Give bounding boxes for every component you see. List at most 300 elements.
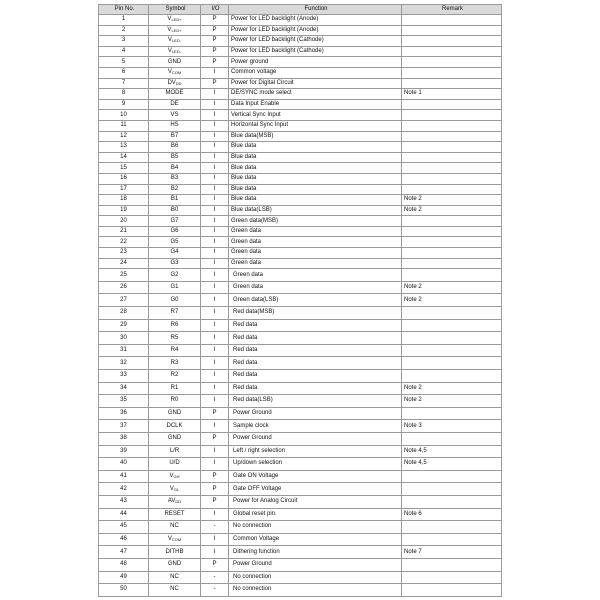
function-cell: DE/SYNC mode select [229,89,402,100]
table-row [99,67,502,78]
remark-cell: Note 1 [402,89,502,100]
pin-number-cell: 46 [99,533,149,546]
function-cell: Common voltage [229,67,402,78]
remark-cell [402,558,502,571]
pin-number-cell: 28 [99,307,149,320]
symbol-cell [149,67,201,78]
symbol-cell [149,99,201,110]
table-row [99,216,502,227]
function-cell: Red data [229,382,402,395]
io-type-cell: P [201,36,229,47]
pin-number-cell: 36 [99,407,149,420]
pin-number-cell: 33 [99,370,149,383]
symbol-text: GND [167,435,182,442]
remark-cell: Note 2 [402,205,502,216]
function-cell: Green data [229,269,402,282]
symbol-text: MODE [165,90,184,97]
remark-cell [402,67,502,78]
io-type-cell: - [201,521,229,534]
table-row [99,163,502,174]
symbol-text: B2 [170,185,179,192]
remark-cell [402,470,502,483]
remark-cell [402,533,502,546]
symbol-text: R3 [170,359,179,366]
function-cell: Blue data [229,142,402,153]
table-row [99,226,502,237]
pin-number-cell: 50 [99,584,149,597]
io-type-cell: P [201,15,229,26]
symbol-cell [149,521,201,534]
function-cell: Power for LED backlight (Anode) [229,25,402,36]
io-type-cell: I [201,458,229,471]
table-row [99,110,502,121]
table-row [99,584,502,597]
function-cell: Power Ground [229,432,402,445]
symbol-cell [149,332,201,345]
io-type-cell: - [201,571,229,584]
table-row [99,319,502,332]
function-cell: Gate ON Voltage [229,470,402,483]
function-cell: Sample clock [229,420,402,433]
table-row [99,533,502,546]
symbol-text: G1 [170,284,179,291]
symbol-text: AV [167,498,176,505]
pin-number-cell: 24 [99,258,149,269]
symbol-cell [149,294,201,307]
function-cell: Global reset pin. [229,508,402,521]
remark-cell: Note 4,5 [402,458,502,471]
pin-number-cell: 31 [99,344,149,357]
io-type-cell: I [201,357,229,370]
function-cell: Common Voltage [229,533,402,546]
symbol-subscript: DD [175,499,182,505]
symbol-cell [149,470,201,483]
table-row [99,458,502,471]
symbol-cell [149,571,201,584]
symbol-cell [149,357,201,370]
table-row [99,357,502,370]
io-type-cell: I [201,131,229,142]
table-row [99,195,502,206]
remark-cell [402,571,502,584]
function-cell: Red data(LSB) [229,395,402,408]
symbol-cell [149,533,201,546]
table-row [99,248,502,259]
header-symbol: Symbol [149,5,201,15]
symbol-text: R2 [170,372,179,379]
table-row [99,483,502,496]
symbol-cell [149,25,201,36]
table-row [99,332,502,345]
io-type-cell: I [201,110,229,121]
function-cell: Data Input Enable [229,99,402,110]
symbol-subscript: LED+ [171,17,182,23]
pin-number-cell: 20 [99,216,149,227]
table-row [99,142,502,153]
function-cell: Green data [229,226,402,237]
table-row [99,571,502,584]
remark-cell [402,120,502,131]
table-row [99,78,502,89]
symbol-subscript: LED- [171,38,182,44]
pin-number-cell: 47 [99,546,149,559]
io-type-cell: I [201,226,229,237]
table-row [99,546,502,559]
symbol-text: DV [167,79,176,86]
pin-number-cell: 7 [99,78,149,89]
symbol-text: B3 [170,175,179,182]
symbol-text: G5 [170,238,179,245]
io-type-cell: I [201,395,229,408]
header-function: Function [229,5,402,15]
symbol-cell [149,458,201,471]
pin-number-cell: 23 [99,248,149,259]
symbol-cell [149,584,201,597]
symbol-text: G7 [170,217,179,224]
table-row [99,258,502,269]
function-cell: Red data(MSB) [229,307,402,320]
symbol-text: V [167,37,172,44]
table-row [99,57,502,68]
symbol-cell [149,546,201,559]
pin-number-cell: 1 [99,15,149,26]
symbol-cell [149,558,201,571]
symbol-cell [149,36,201,47]
pin-number-cell: 38 [99,432,149,445]
pin-number-cell: 4 [99,46,149,57]
symbol-cell [149,344,201,357]
io-type-cell: I [201,319,229,332]
table-row [99,382,502,395]
function-cell: Blue data [229,163,402,174]
symbol-cell [149,131,201,142]
io-type-cell: I [201,307,229,320]
function-cell: No connection [229,571,402,584]
symbol-text: B1 [170,196,179,203]
remark-cell [402,78,502,89]
pin-number-cell: 8 [99,89,149,100]
symbol-cell [149,78,201,89]
remark-cell [402,432,502,445]
pin-number-cell: 40 [99,458,149,471]
table-row [99,407,502,420]
symbol-cell [149,407,201,420]
io-type-cell: P [201,407,229,420]
function-cell: Power for LED backlight (Cathode) [229,36,402,47]
function-cell: Power for Digital Circuit [229,78,402,89]
remark-cell [402,216,502,227]
io-type-cell: I [201,294,229,307]
symbol-cell [149,46,201,57]
pin-number-cell: 22 [99,237,149,248]
symbol-text: G3 [170,259,179,266]
symbol-subscript: LED- [171,49,182,55]
remark-cell [402,110,502,121]
function-cell: Power Ground [229,558,402,571]
table-row [99,395,502,408]
remark-cell [402,357,502,370]
symbol-cell [149,142,201,153]
function-cell: Blue data [229,173,402,184]
pin-number-cell: 29 [99,319,149,332]
table-row [99,508,502,521]
symbol-text: B5 [170,154,179,161]
table-row [99,120,502,131]
remark-cell [402,495,502,508]
pin-number-cell: 18 [99,195,149,206]
table-header [99,5,502,15]
io-type-cell: I [201,344,229,357]
io-type-cell: I [201,533,229,546]
symbol-text: V [169,485,174,492]
function-cell: No connection [229,521,402,534]
symbol-subscript: COM [171,70,182,76]
pin-number-cell: 42 [99,483,149,496]
symbol-text: VS [170,111,179,118]
symbol-text: U/D [169,460,180,467]
pin-number-cell: 6 [99,67,149,78]
symbol-cell [149,184,201,195]
symbol-text: V [167,16,172,23]
symbol-cell [149,319,201,332]
function-cell: Blue data(MSB) [229,131,402,142]
symbol-subscript: GH [173,474,180,480]
symbol-cell [149,269,201,282]
remark-cell [402,521,502,534]
symbol-text: V [167,26,172,33]
symbol-cell [149,307,201,320]
table-row [99,99,502,110]
pin-number-cell: 37 [99,420,149,433]
symbol-cell [149,15,201,26]
pin-number-cell: 27 [99,294,149,307]
pin-number-cell: 12 [99,131,149,142]
function-cell: Power Ground [229,407,402,420]
pin-number-cell: 5 [99,57,149,68]
symbol-cell [149,432,201,445]
io-type-cell: P [201,470,229,483]
function-cell: Red data [229,357,402,370]
remark-cell [402,407,502,420]
remark-cell [402,584,502,597]
function-cell: Power for LED backlight (Cathode) [229,46,402,57]
pin-assignment-table [98,4,502,597]
remark-cell [402,344,502,357]
symbol-cell [149,205,201,216]
function-cell: Power for LED backlight (Anode) [229,15,402,26]
symbol-text: NC [170,523,179,530]
io-type-cell: P [201,558,229,571]
header-remark: Remark [402,5,502,15]
io-type-cell: I [201,120,229,131]
table-row [99,131,502,142]
symbol-text: GND [167,410,182,417]
pin-number-cell: 34 [99,382,149,395]
function-cell: Horizontal Sync Input [229,120,402,131]
symbol-text: L/R [169,447,180,454]
pin-number-cell: 15 [99,163,149,174]
symbol-cell [149,57,201,68]
symbol-text: B6 [170,143,179,150]
remark-cell [402,46,502,57]
header-io: I/O [201,5,229,15]
symbol-cell [149,195,201,206]
function-cell: Red data [229,319,402,332]
remark-cell [402,15,502,26]
remark-cell [402,483,502,496]
remark-cell [402,319,502,332]
table-row [99,281,502,294]
remark-cell [402,173,502,184]
symbol-cell [149,89,201,100]
io-type-cell: I [201,163,229,174]
symbol-text: DITHB [165,548,184,555]
io-type-cell: I [201,420,229,433]
symbol-cell [149,216,201,227]
function-cell: No connection [229,584,402,597]
remark-cell: Note 2 [402,281,502,294]
io-type-cell: I [201,67,229,78]
io-type-cell: P [201,78,229,89]
symbol-text: B0 [170,206,179,213]
function-cell: Blue data [229,184,402,195]
remark-cell [402,99,502,110]
symbol-cell [149,163,201,174]
io-type-cell: I [201,99,229,110]
io-type-cell: I [201,216,229,227]
symbol-cell [149,281,201,294]
table-row [99,495,502,508]
remark-cell [402,258,502,269]
io-type-cell: - [201,584,229,597]
symbol-cell [149,110,201,121]
header-row [99,5,502,15]
pin-number-cell: 10 [99,110,149,121]
io-type-cell: I [201,382,229,395]
symbol-subscript: LED+ [171,27,182,33]
table-row [99,307,502,320]
symbol-text: NC [170,586,179,593]
symbol-cell [149,495,201,508]
function-cell: Red data [229,332,402,345]
table-row [99,173,502,184]
function-cell: Red data [229,344,402,357]
table-row [99,432,502,445]
table-row [99,184,502,195]
symbol-subscript: DD [175,80,182,86]
remark-cell: Note 6 [402,508,502,521]
table-row [99,521,502,534]
function-cell: Up/down selection [229,458,402,471]
function-cell: Power ground [229,57,402,68]
symbol-text: GND [167,561,182,568]
symbol-cell [149,237,201,248]
pin-number-cell: 44 [99,508,149,521]
symbol-text: R7 [170,309,179,316]
io-type-cell: I [201,269,229,282]
io-type-cell: I [201,445,229,458]
io-type-cell: I [201,332,229,345]
pin-number-cell: 39 [99,445,149,458]
remark-cell [402,142,502,153]
symbol-cell [149,483,201,496]
function-cell: Blue data [229,195,402,206]
symbol-text: R4 [170,347,179,354]
symbol-text: V [169,473,174,480]
pin-number-cell: 49 [99,571,149,584]
function-cell: Gate OFF Voltage [229,483,402,496]
pin-number-cell: 21 [99,226,149,237]
symbol-cell [149,420,201,433]
symbol-cell [149,258,201,269]
symbol-cell [149,508,201,521]
remark-cell: Note 4,5 [402,445,502,458]
remark-cell [402,332,502,345]
table-row [99,470,502,483]
io-type-cell: P [201,25,229,36]
remark-cell [402,152,502,163]
table-row [99,205,502,216]
header-pin-no: Pin No. [99,5,149,15]
symbol-text: R6 [170,321,179,328]
symbol-subscript: GL [173,486,180,492]
function-cell: Power for Analog Circuit [229,495,402,508]
remark-cell [402,226,502,237]
function-cell: Green data [229,248,402,259]
pin-number-cell: 43 [99,495,149,508]
pin-number-cell: 9 [99,99,149,110]
symbol-text: RESET [164,510,185,517]
pin-number-cell: 41 [99,470,149,483]
table-row [99,25,502,36]
remark-cell [402,25,502,36]
pin-number-cell: 30 [99,332,149,345]
io-type-cell: I [201,184,229,195]
pin-number-cell: 13 [99,142,149,153]
io-type-cell: I [201,546,229,559]
symbol-text: R0 [170,397,179,404]
table-row [99,370,502,383]
function-cell: Green data [229,258,402,269]
table-row [99,237,502,248]
pin-number-cell: 2 [99,25,149,36]
function-cell: Blue data(LSB) [229,205,402,216]
io-type-cell: P [201,483,229,496]
symbol-cell [149,226,201,237]
symbol-cell [149,395,201,408]
io-type-cell: I [201,237,229,248]
table-row [99,445,502,458]
io-type-cell: I [201,258,229,269]
table-row [99,36,502,47]
remark-cell [402,36,502,47]
function-cell: Green data(MSB) [229,216,402,227]
symbol-text: G0 [170,296,179,303]
pin-number-cell: 25 [99,269,149,282]
symbol-cell [149,445,201,458]
pin-number-cell: 45 [99,521,149,534]
table-row [99,89,502,100]
function-cell: Blue data [229,152,402,163]
pin-number-cell: 26 [99,281,149,294]
io-type-cell: I [201,89,229,100]
symbol-cell [149,152,201,163]
function-cell: Vertical Sync Input [229,110,402,121]
table-row [99,15,502,26]
io-type-cell: I [201,152,229,163]
remark-cell [402,163,502,174]
pin-number-cell: 17 [99,184,149,195]
